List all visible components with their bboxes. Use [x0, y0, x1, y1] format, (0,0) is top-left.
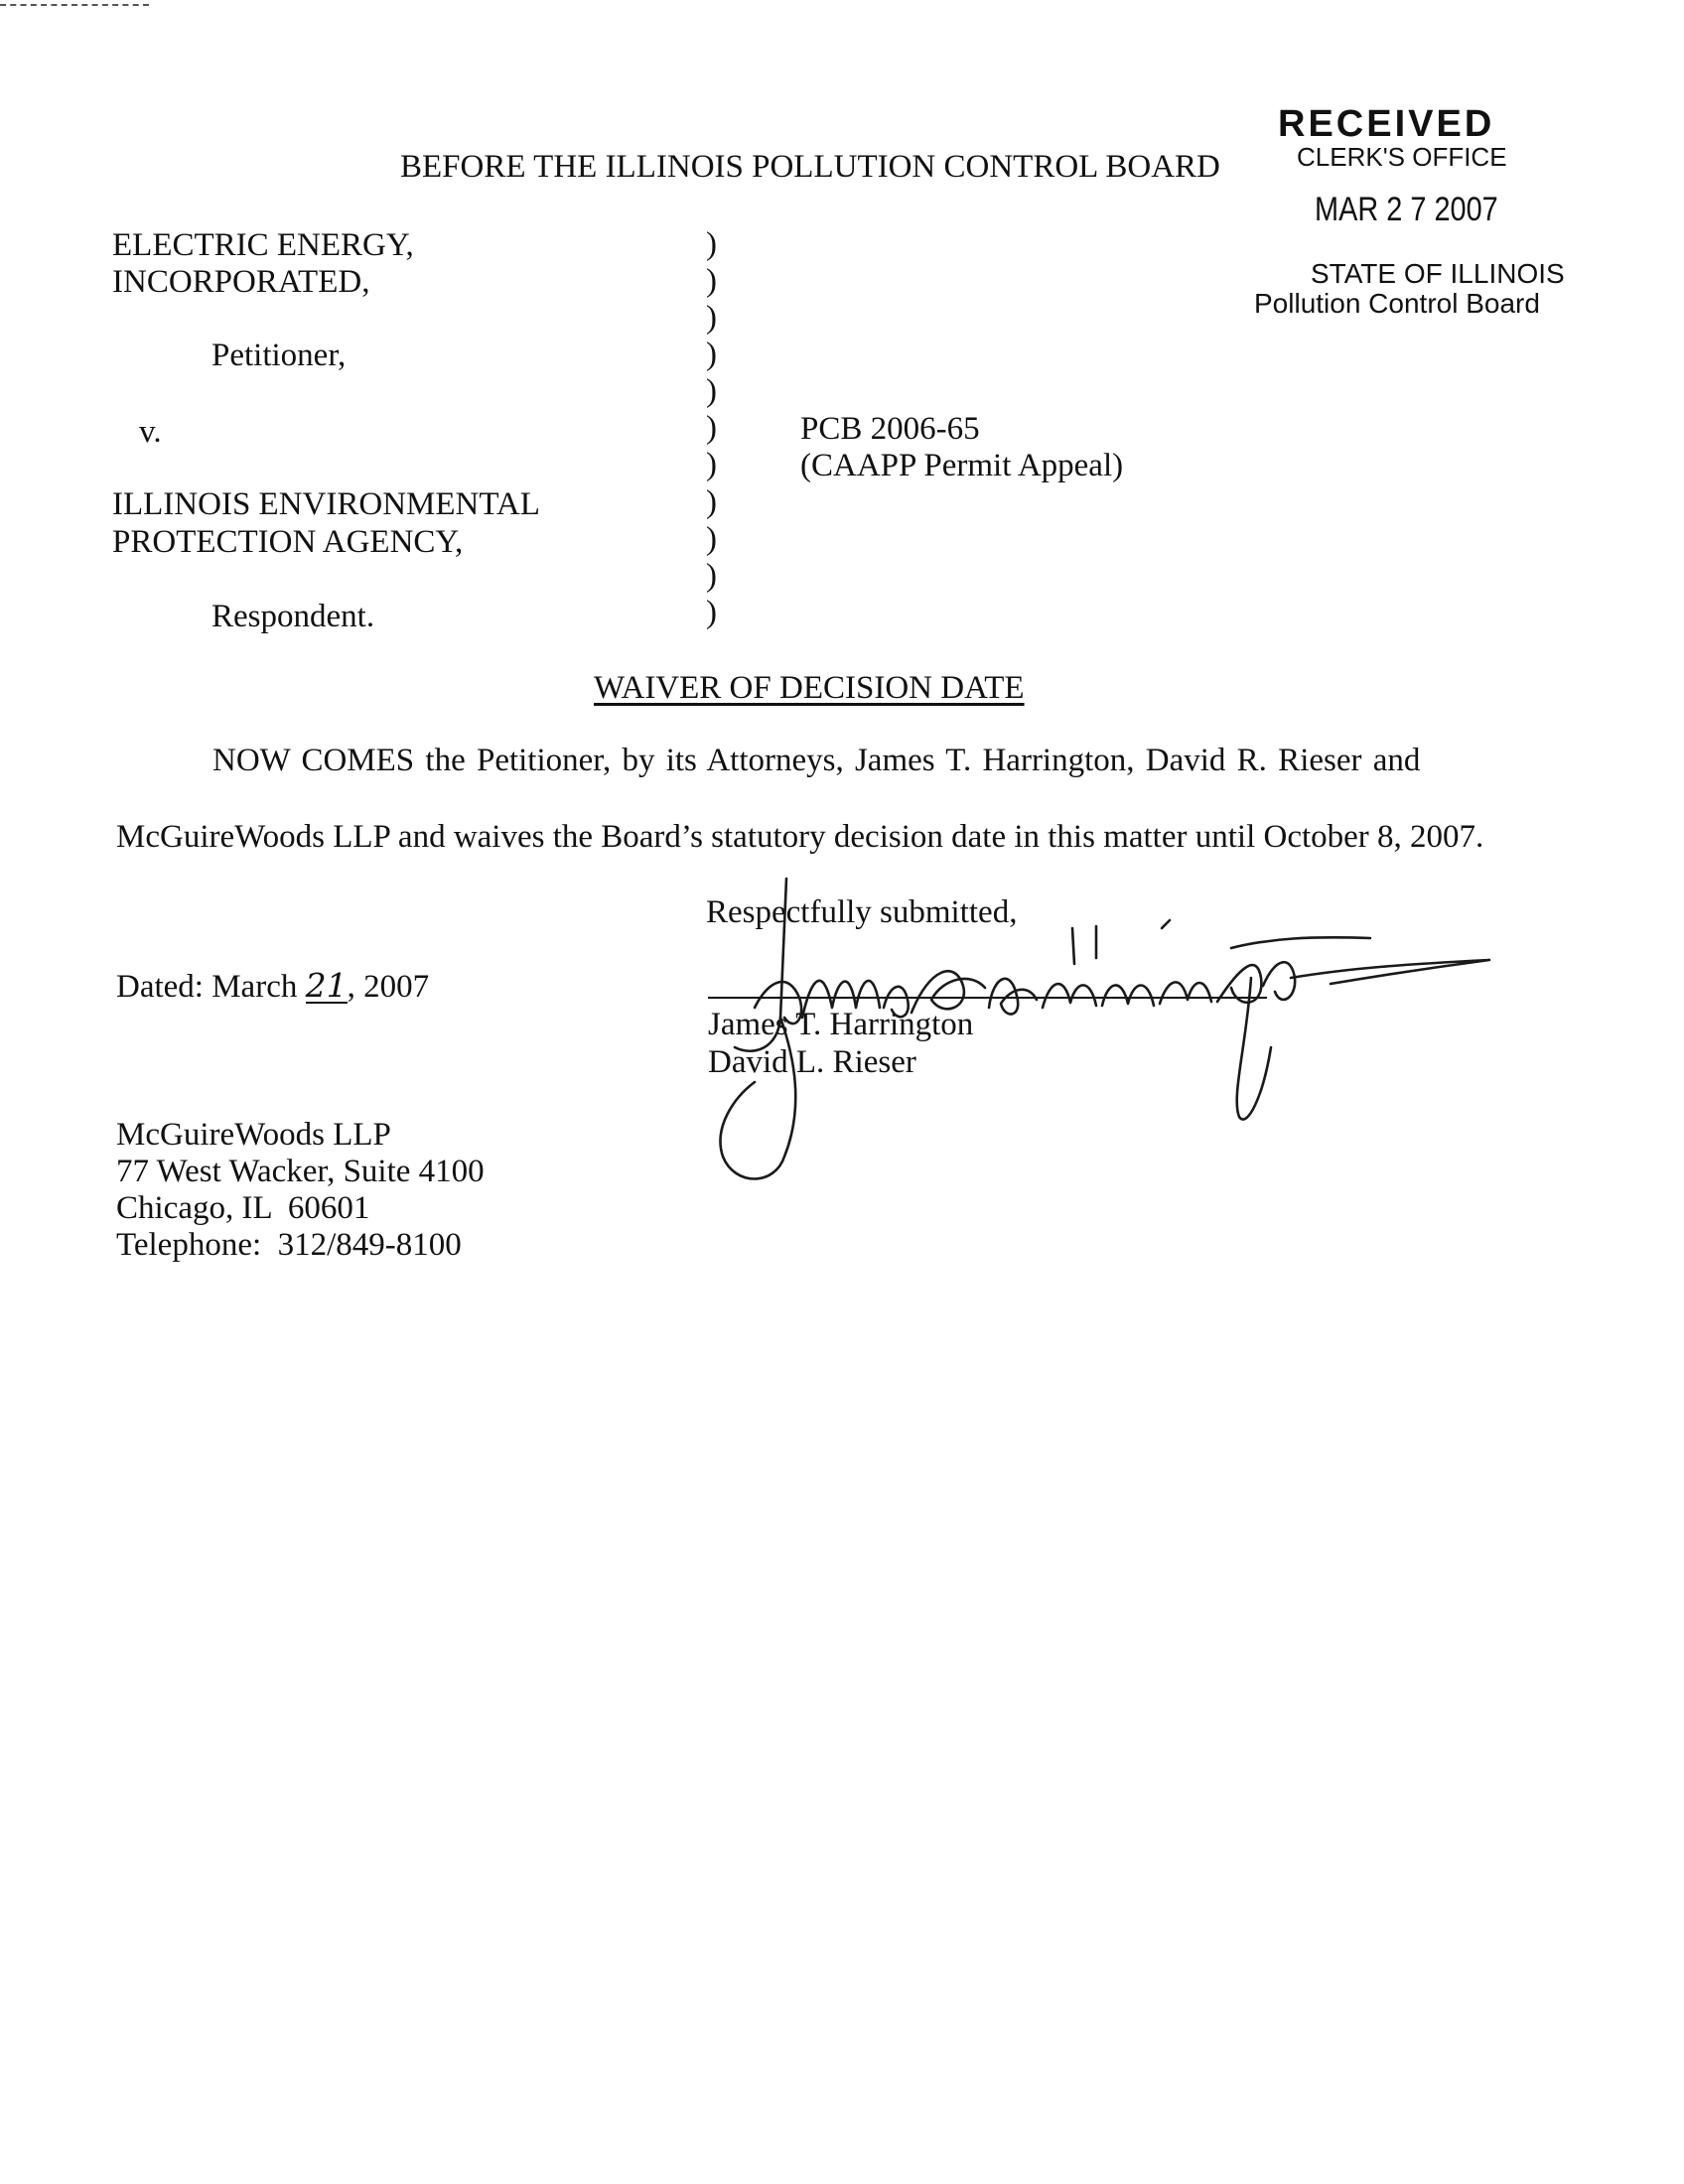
respondent-name-line1: ILLINOIS ENVIRONMENTAL	[112, 486, 540, 522]
caption-paren: )	[706, 263, 717, 299]
handwritten-signature	[695, 869, 1519, 1206]
caption-paren: )	[706, 447, 717, 482]
court-header: BEFORE THE ILLINOIS POLLUTION CONTROL BOARD	[400, 149, 1220, 185]
received-stamp-board: Pollution Control Board	[1254, 288, 1540, 319]
case-number: PCB 2006-65	[800, 411, 980, 447]
respondent-name-line2: PROTECTION AGENCY,	[112, 524, 464, 560]
dated-prefix: Dated: March	[116, 969, 306, 1005]
received-stamp-title: RECEIVED	[1278, 103, 1495, 145]
caption-paren: )	[706, 373, 717, 409]
body-line-2: McGuireWoods LLP and waives the Board’s statutory decision date in this matter until October 8, 2007.	[116, 819, 1484, 855]
closing: Respectfully submitted,	[706, 894, 1018, 930]
caption-paren: )	[706, 558, 717, 594]
caption-paren: )	[706, 300, 717, 336]
caption-paren: )	[706, 595, 717, 630]
firm-city: Chicago, IL 60601	[116, 1190, 370, 1226]
dated-day: 21	[305, 966, 348, 1005]
received-stamp-office: CLERK'S OFFICE	[1297, 142, 1507, 172]
firm-address: 77 West Wacker, Suite 4100	[116, 1154, 485, 1189]
firm-name: McGuireWoods LLP	[116, 1117, 391, 1153]
firm-phone: Telephone: 312/849-8100	[116, 1227, 462, 1263]
case-type: (CAAPP Permit Appeal)	[800, 448, 1124, 483]
signer-2: David L. Rieser	[708, 1044, 916, 1080]
petitioner-name-line2: INCORPORATED,	[112, 264, 370, 300]
caption-paren: )	[706, 410, 717, 446]
body-line-1: NOW COMES the Petitioner, by its Attorneys, James T. Harrington, David R. Rieser and	[212, 743, 1421, 778]
caption-paren: )	[706, 337, 717, 372]
document-title: WAIVER OF DECISION DATE	[594, 670, 1025, 706]
caption-paren: )	[706, 521, 717, 557]
received-stamp-date: MAR 2 7 2007	[1315, 191, 1498, 228]
caption-paren: )	[706, 484, 717, 520]
dated-suffix: , 2007	[347, 969, 430, 1005]
versus: v.	[139, 414, 162, 450]
caption-paren: )	[706, 226, 717, 262]
petitioner-name-line1: ELECTRIC ENERGY,	[112, 227, 414, 263]
petitioner-role: Petitioner,	[211, 338, 347, 373]
signer-1: James T. Harrington	[708, 1007, 974, 1042]
dated-line	[116, 967, 429, 1007]
respondent-role: Respondent.	[211, 599, 375, 634]
received-stamp-state: STATE OF ILLINOIS	[1311, 258, 1565, 289]
scan-edge-mark	[0, 4, 149, 6]
